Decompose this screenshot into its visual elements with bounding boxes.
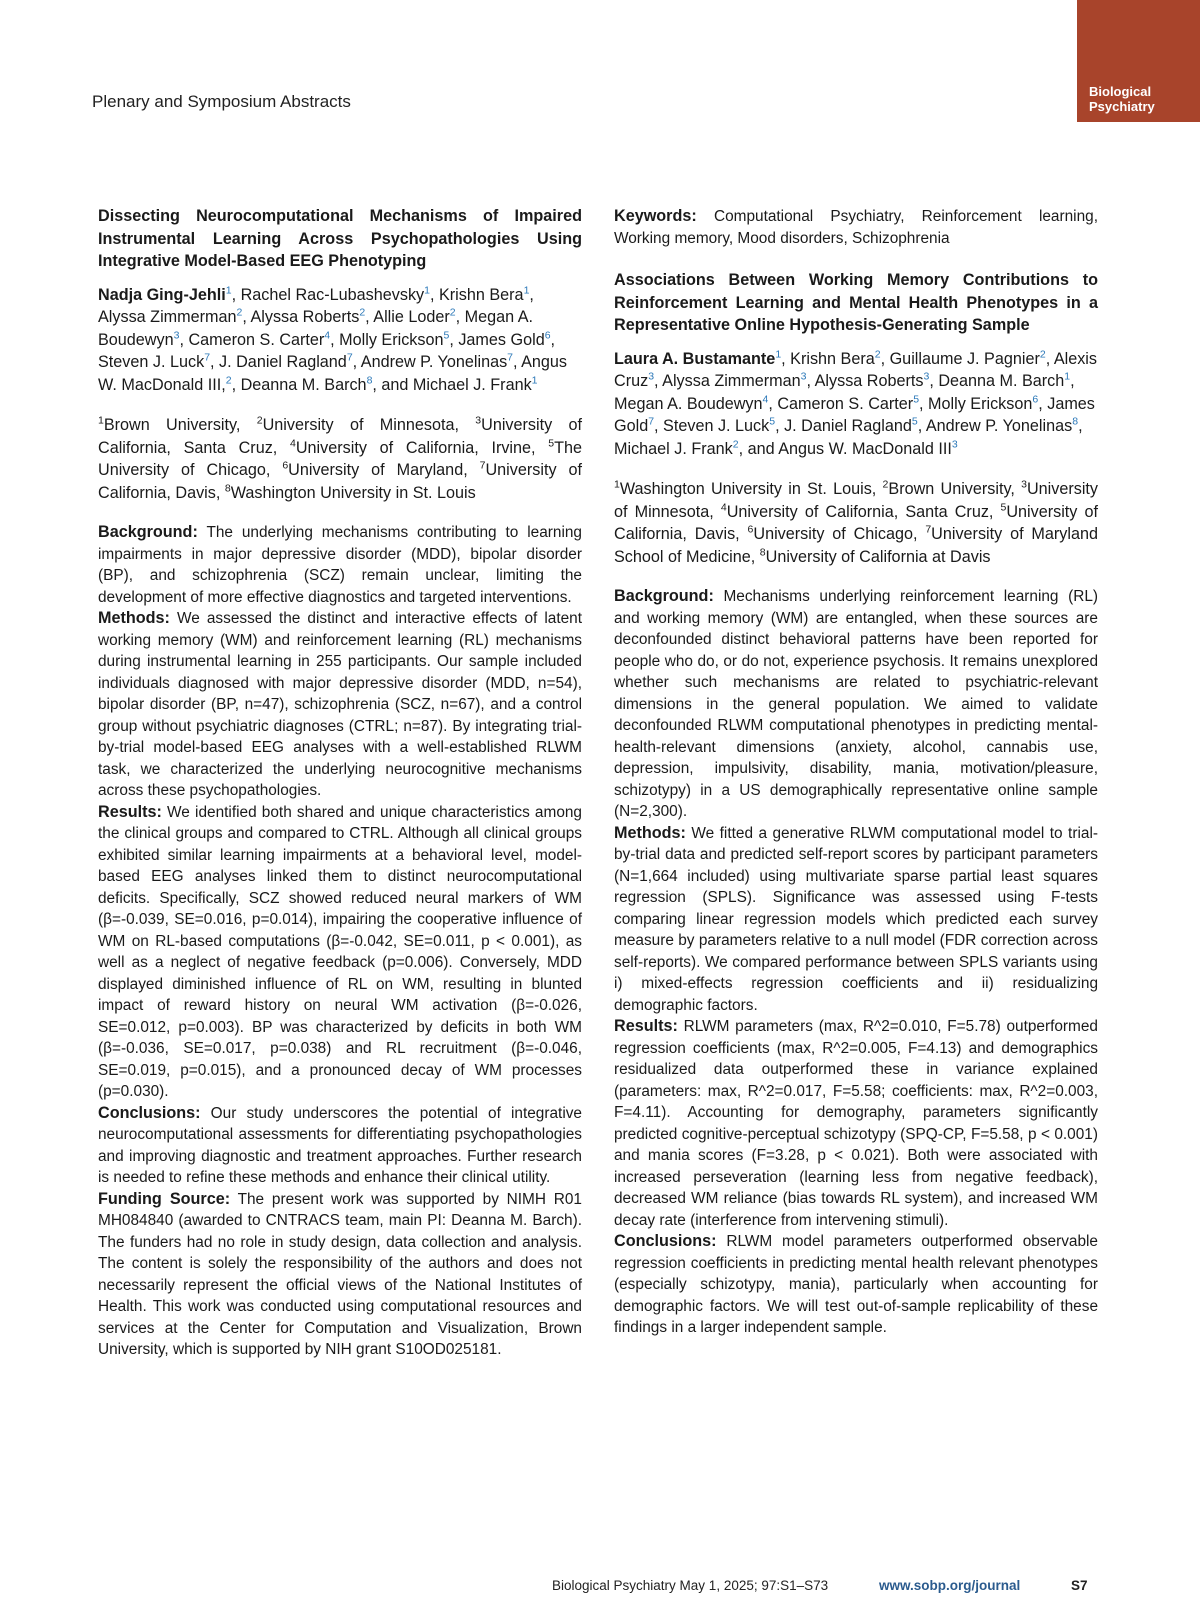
affiliation-marker: 8 <box>759 546 766 559</box>
affiliation-name: University of Minnesota, <box>262 416 476 434</box>
abstract2-background <box>614 586 1098 823</box>
author-name: Andrew P. Yonelinas <box>925 417 1073 435</box>
author-name: Michael J. Frank <box>412 375 532 394</box>
author-affiliation-marker: 2 <box>449 306 456 319</box>
author-separator: , <box>429 285 439 304</box>
author-separator: , and <box>738 439 779 458</box>
author-name: Alexis Cruz <box>614 349 1097 390</box>
affiliation-marker: 1 <box>98 414 104 427</box>
conclusions-text: RLWM model parameters outperformed observable regression coefficients in predicting mental health relevant phenotypes (especially schizotypy, mania), particularly when accounting for demographic factors. We will test out-of-sample replicability of these findings in a larger independent sample. <box>614 1233 1098 1336</box>
author-name: Angus W. MacDonald III, <box>98 353 568 394</box>
affiliation-marker: 6 <box>747 523 754 536</box>
author-separator: , <box>768 394 778 413</box>
methods-text: We assessed the distinct and interactive effects of latent working memory (WM) and reinforcement learning (RL) mechanisms during instrumental learning in 255 participants. Our sample included individuals diagnosed with major depressive disorder (MDD, n=54), bipolar disorder (BP, n=47), schizophrenia (SCZ, n=67), and a control group without psychiatric diagnoses (CTRL; n=87). By integrating trial-by-trial model-based EEG analyses with a well-established RLWM task, we characterized the underlying neurocognitive mechanisms across these psychopathologies. <box>98 610 582 799</box>
author-name: Alyssa Zimmerman <box>98 308 237 326</box>
author-separator: , <box>775 417 785 435</box>
author-name: Cameron S. Carter <box>777 394 914 413</box>
author-name: Steven J. Luck <box>98 353 205 371</box>
author-separator: , <box>513 353 522 371</box>
author-name: J. Daniel Ragland <box>784 417 912 435</box>
author-name: Deanna M. Barch <box>240 375 367 394</box>
author-affiliation-marker: 3 <box>648 370 655 383</box>
footer-citation: Biological Psychiatry May 1, 2025; 97:S1–S73 <box>552 1578 829 1593</box>
author-name: Cameron S. Carter <box>188 330 325 349</box>
conclusions-label: Conclusions: <box>614 1232 717 1250</box>
author-name: Alyssa Roberts <box>814 372 924 390</box>
affiliation-name: University of California, Irvine, <box>295 438 549 457</box>
affiliation-name: University of Maryland, <box>288 461 480 479</box>
author-affiliation-marker: 1 <box>225 284 232 297</box>
author-separator: , <box>1045 349 1054 368</box>
affiliation-marker: 7 <box>479 459 486 472</box>
affiliation-marker: 8 <box>224 482 231 495</box>
abstract1-keywords <box>614 206 1098 249</box>
author-affiliation-marker: 3 <box>800 370 807 383</box>
abstract2-title: Associations Between Working Memory Contributions to Reinforcement Learning and Mental Health Phenotypes in a Representative Online Hypothesis-Generating Sample <box>614 271 1098 334</box>
author-affiliation-marker: 2 <box>236 306 243 319</box>
author-separator: , <box>455 308 465 326</box>
affiliation-marker: 6 <box>282 459 289 472</box>
author-separator: , <box>1070 372 1075 390</box>
author-separator: , <box>352 353 361 371</box>
affiliation-marker: 4 <box>720 501 727 514</box>
affiliation-name: Brown University, <box>103 416 257 434</box>
abstract1-funding <box>98 1189 582 1361</box>
funding-text: The present work was supported by NIMH R01 MH084840 (awarded to CNTRACS team, main PI: Deanna M. Barch). The funders had no role in study design, data collection and analysis. The content is solely the responsibility of the authors and does not necessarily represent the official views of the National Institutes of Health. This work was conducted using computational resources and services at the Center for Computation and Visualization, Brown University, which is supported by NIH grant S10OD025181. <box>98 1190 582 1358</box>
author-affiliation-marker: 7 <box>507 351 514 364</box>
author-affiliation-marker: 2 <box>1039 348 1046 361</box>
author-affiliation-marker: 2 <box>732 438 739 451</box>
author-separator: , <box>179 330 189 349</box>
author-name: Michael J. Frank <box>614 439 733 458</box>
author-separator: , <box>210 353 220 371</box>
affiliation-name: The University of Chicago, <box>98 438 582 479</box>
author-name: Laura A. Bustamante <box>614 349 776 368</box>
affiliation-name: University of Maryland School of Medicine, <box>614 525 1098 566</box>
abstract1-methods <box>98 608 582 802</box>
author-separator: , <box>919 394 929 413</box>
funding-label: Funding Source: <box>98 1189 231 1208</box>
author-affiliation-marker: 5 <box>911 415 918 428</box>
abstract2-authors <box>614 348 1098 461</box>
abstract2-body <box>614 586 1098 1339</box>
affiliation-marker: 3 <box>1021 478 1027 491</box>
affiliation-name: Washington University in St. Louis <box>230 483 476 502</box>
author-separator: , <box>1078 417 1083 435</box>
author-separator: , <box>242 308 251 326</box>
author-name: Nadja Ging-Jehli <box>98 285 226 304</box>
author-name: Krishn Bera <box>438 285 524 304</box>
journal-name-line2: Psychiatry <box>1089 99 1155 114</box>
abstract1-title: Dissecting Neurocomputational Mechanisms of Impaired Instrumental Learning Across Psychopathologies Using Integrative Model-Based EEG Phenotyping <box>98 207 582 270</box>
author-affiliation-marker: 7 <box>346 351 353 364</box>
author-affiliation-marker: 6 <box>544 329 551 342</box>
author-affiliation-marker: 3 <box>923 370 930 383</box>
journal-name-line1: Biological <box>1089 84 1152 99</box>
running-header: Plenary and Symposium Abstracts <box>92 92 351 111</box>
author-name: Rachel Rac-Lubashevsky <box>240 285 425 304</box>
abstract1-conclusions <box>98 1103 582 1189</box>
author-name: Krishn Bera <box>790 349 875 368</box>
affiliation-name: University of California, Davis, <box>614 502 1098 543</box>
author-affiliation-marker: 5 <box>913 393 920 406</box>
affiliation-marker: 5 <box>548 437 555 450</box>
author-separator: , <box>806 372 815 390</box>
conclusions-text: Our study underscores the potential of integrative neurocomputational assessments for differentiating psychopathologies and improving diagnostic and treatment approaches. Further research is needed to refine these methods and enhance their clinical utility. <box>98 1104 582 1186</box>
author-separator: , <box>880 349 890 368</box>
affiliation-marker: 3 <box>475 414 482 427</box>
author-affiliation-marker: 8 <box>1072 415 1079 428</box>
author-separator: , <box>654 372 663 390</box>
affiliation-marker: 2 <box>882 478 889 491</box>
affiliation-marker: 2 <box>256 414 263 427</box>
affiliation-name: University of Chicago, <box>753 525 926 543</box>
affiliation-marker: 1 <box>614 478 620 491</box>
author-affiliation-marker: 3 <box>173 329 180 342</box>
author-affiliation-marker: 1 <box>531 374 538 387</box>
abstract1-background <box>98 522 582 608</box>
author-name: Alyssa Roberts <box>250 308 360 326</box>
author-affiliation-marker: 1 <box>424 284 430 297</box>
author-affiliation-marker: 1 <box>775 348 782 361</box>
conclusions-label: Conclusions: <box>98 1103 201 1122</box>
abstract1-results <box>98 802 582 1103</box>
author-separator: , <box>1038 394 1048 413</box>
background-label: Background: <box>98 523 198 541</box>
results-text: RLWM parameters (max, R^2=0.010, F=5.78) outperformed regression coefficients (max, R^2=0.005, F=4.13) and demographics residualized data outperformed these in variance explained (parameters: max, R^2=0.017, F=5.58; coefficients: max, R^2=0.003, F=4.11). Accounting for demography, parameters significantly predicted cognitive-perceptual schizotypy (SPQ-CP, F=5.58, p < 0.001) and mania scores (F=3.28, p < 0.021). Both were associated with increased perseveration (learning less from negative feedback), decreased WM reliance (bias towards RL system), and increased WM decay rate (interference from intervening stimuli). <box>614 1018 1098 1229</box>
affiliation-marker: 7 <box>925 523 932 536</box>
abstract2-results <box>614 1016 1098 1231</box>
results-label: Results: <box>98 802 162 821</box>
author-separator: , <box>529 285 534 304</box>
background-label: Background: <box>614 587 714 605</box>
author-name: Molly Erickson <box>928 394 1033 413</box>
affiliation-name: Washington University in St. Louis, <box>619 480 883 498</box>
author-name: Alyssa Zimmerman <box>662 372 801 390</box>
page-footer <box>0 1578 1200 1598</box>
affiliation-name: University of California, Santa Cruz, <box>98 416 583 457</box>
author-name: Allie Loder <box>373 308 450 326</box>
author-separator: , and <box>372 375 413 394</box>
author-separator: , <box>929 372 939 390</box>
author-affiliation-marker: 2 <box>874 348 881 361</box>
author-name: Andrew P. Yonelinas <box>360 353 508 371</box>
background-text: Mechanisms underlying reinforcement learning (RL) and working memory (WM) are entangled, when these sources are deconfounded distinct behavioral patterns have been reported for people who do, or do not, experience psychosis. It remains unexplored whether such mechanisms are related to psychiatric-relevant dimensions in the general population. We aimed to validate deconfounded RLWM computational phenotypes in predicting mental-health-relevant dimensions (anxiety, alcohol, cannabis use, depression, impulsivity, disability, mania, motivation/pleasure, schizotypy) in a US demographically representative online sample (N=2,300). <box>614 588 1098 820</box>
author-affiliation-marker: 2 <box>225 374 232 387</box>
abstract2-affiliations <box>614 478 1098 568</box>
keywords-text: Computational Psychiatry, Reinforcement learning, Working memory, Mood disorders, Schizophrenia <box>614 208 1098 247</box>
affiliation-marker: 4 <box>290 437 296 450</box>
author-name: J. Daniel Ragland <box>219 353 347 371</box>
author-affiliation-marker: 6 <box>1032 393 1039 406</box>
methods-label: Methods: <box>98 609 170 627</box>
abstract1-body <box>98 522 582 1361</box>
author-name: Deanna M. Barch <box>938 372 1065 390</box>
author-name: James Gold <box>458 330 545 349</box>
author-name: Molly Erickson <box>339 330 444 349</box>
author-affiliation-marker: 1 <box>1064 370 1071 383</box>
author-separator: , <box>449 330 459 349</box>
author-name: Steven J. Luck <box>663 417 770 435</box>
author-affiliation-marker: 1 <box>523 284 530 297</box>
methods-label: Methods: <box>614 823 686 842</box>
author-name: Megan A. Boudewyn <box>614 394 763 413</box>
affiliation-name: Brown University, <box>888 480 1022 498</box>
methods-text: We fitted a generative RLWM computational model to trial-by-trial data and predicted self-report scores by participant parameters (N=1,664 included) using multivariate sparse partial least squares regression (SPLS). Significance was assessed using F-tests comparing linear regression models which predicted each survey measure by parameters relative to a null model (FDR correction across self-reports). We compared performance between SPLS variants using i) mixed-effects regression coefficients and ii) residualizing demographic factors. <box>614 824 1098 1014</box>
author-affiliation-marker: 8 <box>366 374 373 387</box>
keywords-label: Keywords: <box>614 207 697 225</box>
author-affiliation-marker: 4 <box>324 329 331 342</box>
results-label: Results: <box>614 1017 678 1035</box>
author-separator: , <box>330 330 340 349</box>
author-affiliation-marker: 2 <box>359 306 366 319</box>
abstract2-conclusions <box>614 1231 1098 1339</box>
journal-link[interactable]: www.sobp.org/journal <box>879 1578 1021 1593</box>
author-name: James Gold <box>614 394 1095 435</box>
author-affiliation-marker: 3 <box>951 438 958 451</box>
author-separator: , <box>550 330 556 349</box>
author-separator: , <box>231 285 241 304</box>
journal-tab <box>1077 0 1200 122</box>
author-name: Guillaume J. Pagnier <box>889 349 1040 368</box>
journal-name <box>1089 84 1155 114</box>
affiliation-name: University of California, Santa Cruz, <box>726 502 1001 521</box>
affiliation-name: University of Minnesota, <box>614 480 1099 521</box>
affiliation-name: University of California, Davis, <box>98 461 582 502</box>
author-separator: , <box>781 349 791 368</box>
abstract1-affiliations <box>98 414 582 504</box>
author-separator: , <box>654 417 664 435</box>
author-affiliation-marker: 5 <box>443 329 450 342</box>
author-affiliation-marker: 7 <box>648 415 655 428</box>
affiliation-marker: 5 <box>1000 501 1007 514</box>
right-column <box>614 206 1098 1339</box>
author-separator: , <box>365 308 374 326</box>
left-column <box>98 205 582 1361</box>
abstract1-authors <box>98 284 582 397</box>
author-name: Angus W. MacDonald III <box>778 439 952 458</box>
author-affiliation-marker: 5 <box>769 415 776 428</box>
abstract2-methods <box>614 823 1098 1017</box>
affiliation-name: University of California at Davis <box>765 547 991 566</box>
page-number: S7 <box>1071 1578 1088 1593</box>
background-text: The underlying mechanisms contributing to learning impairments in major depressive disorder (MDD), bipolar disorder (BP), and schizophrenia (SCZ) remain unclear, limiting the development of more effective diagnostics and targeted interventions. <box>98 524 582 606</box>
author-separator: , <box>231 375 241 394</box>
author-name: Megan A. Boudewyn <box>98 308 534 349</box>
author-separator: , <box>917 417 926 435</box>
author-affiliation-marker: 7 <box>204 351 211 364</box>
author-affiliation-marker: 4 <box>762 393 769 406</box>
results-text: We identified both shared and unique characteristics among the clinical groups and compared to CTRL. Although all clinical groups exhibited similar learning impairments at a behavioral level, model-based EEG analyses linked them to distinct neurocomputational deficits. Specifically, SCZ showed reduced neural markers of WM (β=-0.039, SE=0.016, p=0.014), impairing the cooperative influence of WM on RL-based computations (β=-0.042, SE=0.011, p < 0.001), as well as a neglect of negative feedback (p=0.006). Conversely, MDD displayed diminished influence of RL on WM, resulting in blunted impact of reward history on neural WM activation (β=-0.026, SE=0.012, p=0.003). BP was characterized by deficits in both WM (β=-0.036, SE=0.017, p=0.038) and RL recruitment (β=-0.046, SE=0.019, p=0.015), and a pronounced decay of WM processes (p=0.030). <box>98 803 582 1100</box>
